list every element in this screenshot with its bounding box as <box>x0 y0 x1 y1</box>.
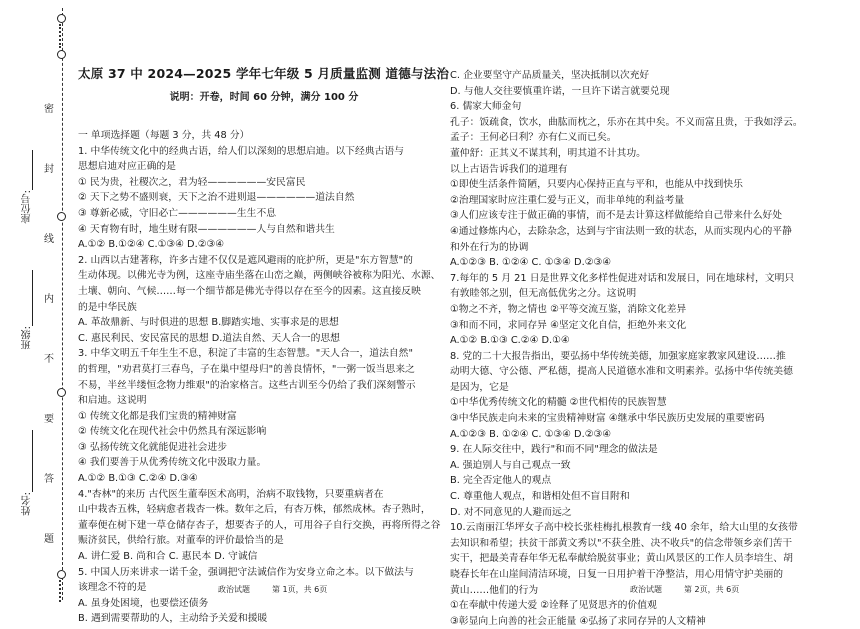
text-line: ② 传统文化在现代社会中仍然具有深远影响 <box>78 426 267 438</box>
text-line: C. 企业要坚守产品质量关，坚决抵制以次充好 <box>450 70 650 81</box>
text-line: ③中华民族走向未来的宝贵精神财富 ④继承中华民族历史发展的重要密码 <box>450 413 765 425</box>
text-line: A.①② B.①②④ C.①③④ D.②③④ <box>78 239 225 251</box>
text-line: ①物之不齐，物之情也 ②平等交流互鉴，消除文化差异 <box>450 303 687 315</box>
text-line: A. 虽身处困境，也要偿还债务 <box>78 597 209 609</box>
seat-number-blank <box>32 150 33 190</box>
text-line: ③人们应该专注于做正确的事情，而不是去计算这样做能给自己带来什么好处 <box>450 210 783 222</box>
text-line: A. 革故鼎新、与时俱进的思想 B.脚踏实地、实事求是的思想 <box>78 317 339 329</box>
text-line: 有敦睦邻之别，但无高低优劣之分。这说明 <box>450 288 637 300</box>
text-line: ② 天下之势不盛则衰，天下之治不进则退——————道法自然 <box>78 192 355 204</box>
text-line: 董仲舒：正其义不谋其利，明其道不计其功。 <box>450 147 646 159</box>
text-line: 8. 党的二十大报告指出，要弘扬中华传统美德，加强家庭家教家风建设……推 <box>450 350 786 362</box>
text-line: 土壤、朝向、气候……每一个细节都是佛光寺得以存在至今的因素。这直接反映 <box>78 285 421 297</box>
text-line: A.①② B.①③ C.②④ D.①④ <box>450 335 570 347</box>
circle-mark <box>57 212 66 221</box>
text-line: 3. 中华文明五千年生生不息，积淀了丰富的生态智慧。"天人合一，道法自然" <box>78 348 413 360</box>
text-line: D. 对不同意见的人避而远之 <box>450 506 572 518</box>
text-line: 和外在行为的协调 <box>450 241 529 253</box>
text-line: 不易，半丝半缕恒念物力维艰"的治家格言。这些古训至今仍给了我们深刻警示 <box>78 379 416 391</box>
text-line: A.①②③ B. ①②④ C. ①③④ D.②③④ <box>450 257 612 269</box>
left-question-list <box>78 144 450 627</box>
left-column <box>78 128 450 627</box>
text-line: 晓春长年在山崖间清洁环境，日复一日用护着干净整洁，用心用情守护美丽的 <box>450 569 784 580</box>
text-line: 9. 在人际交往中，践行"和而不同"理念的做法是 <box>450 444 658 456</box>
binding-word: 封 <box>44 164 54 175</box>
exam-title: 太原 37 中 2024—2025 学年七年级 5 月质量监测 道德与法治 <box>78 66 450 81</box>
footer-left-page: 第 1页，共 6页 <box>272 585 328 594</box>
text-line: 去知识和希望；扶贫干部黄文秀以"不获全胜、决不收兵"的信念带领乡亲们苦干 <box>450 537 793 549</box>
dotted-line <box>59 580 61 602</box>
seat-number-label: 座位号: <box>22 190 33 224</box>
circle-mark <box>57 14 66 23</box>
text-line: A. 强迫别人与自己观点一致 <box>450 459 571 471</box>
text-line: ①在奉献中传递大爱 ②诠释了见贤思齐的价值观 <box>450 600 657 612</box>
text-line: 的是中华民族 <box>78 301 137 313</box>
text-line: ③和而不同，求同存异 ④坚定文化自信，拒绝外来文化 <box>450 319 687 331</box>
footer-left-subject: 政治试题 <box>218 585 250 594</box>
text-line: 1. 中华传统文化中的经典古语，给人们以深刻的思想启迪。以下经典古语与 <box>78 145 404 157</box>
binding-word: 答 <box>44 474 54 485</box>
class-blank <box>32 270 33 326</box>
text-line: 6. 儒家大师金句 <box>450 101 522 113</box>
text-line: 孟子：王何必曰利？亦有仁义而已矣。 <box>450 132 617 144</box>
name-label: 姓名: <box>22 492 33 516</box>
text-line: ④ 我们要善于从优秀传统文化中汲取力量。 <box>78 457 267 469</box>
name-blank <box>32 430 33 492</box>
text-line: ① 民为贵，社稷次之，君为轻——————安民富民 <box>78 176 306 188</box>
text-line: 7.每年的 5 月 21 日是世界文化多样性促进对话和发展日，同在地球村，文明只 <box>450 272 795 284</box>
text-line: 和启迪。这说明 <box>78 395 147 407</box>
text-line: 赈济贫民，供给行旅。对董奉的评价最恰当的是 <box>78 535 284 547</box>
text-line: ④通过修炼内心，去除杂念，达到与宇宙法则一致的状态，从而实现内心的平静 <box>450 225 792 237</box>
text-line: ①中华优秀传统文化的精髓 ②世代相传的民族智慧 <box>450 397 667 409</box>
circle-mark <box>57 388 66 397</box>
text-line: B. 遇到需要帮助的人，主动给予关爱和援暖 <box>78 613 268 625</box>
text-line: 5. 中国人历来讲求一诺千金，强调把守法诚信作为安身立命之本。以下做法与 <box>78 566 414 578</box>
text-line: ①即使生活条件简陋，只要内心保持正直与平和，也能从中找到快乐 <box>450 179 743 191</box>
binding-word: 要 <box>44 414 54 425</box>
footer-right-subject: 政治试题 <box>630 585 662 594</box>
exam-instructions: 说明：开卷，时间 60 分钟，满分 100 分 <box>169 92 359 103</box>
text-line: 黄山……他们的行为 <box>450 584 539 596</box>
text-line: 是因为，它是 <box>450 381 509 393</box>
text-line: A.①② B.①③ C.②④ D.③④ <box>78 473 198 485</box>
text-line: 实干，把最美青春年华无私奉献给脱贫事业；黄山风景区的工作人员李培生、胡 <box>450 553 793 565</box>
text-line: A.①②③ B. ①②④ C. ①③④ D.②③④ <box>450 428 612 440</box>
binding-word: 题 <box>44 534 54 545</box>
binding-word: 不 <box>44 354 54 365</box>
text-line: C. 尊重他人观点，和谐相处但不盲目附和 <box>450 491 630 503</box>
text-line: ②治理国家时应注重仁爱与正义，而非单纯的利益考量 <box>450 194 685 206</box>
text-line: C. 惠民利民、安民富民的思想 D.道法自然、天人合一的思想 <box>78 332 340 344</box>
dotted-line <box>59 24 61 48</box>
binding-margin <box>0 0 66 610</box>
text-line: 生动体现。以佛光寺为例，这座寺庙坐落在山峦之巅，两侧峡谷被称为阳光、水源、 <box>78 270 441 282</box>
cut-line <box>62 8 63 600</box>
text-line: 10.云南丽江华坪女子高中校长张桂梅扎根教育一线 40 余年，给大山里的女孩带 <box>450 522 798 534</box>
text-line: ③彰显向上向善的社会正能量 ④弘扬了求同存异的人文精神 <box>450 615 706 627</box>
text-line: 思想启迪对应正确的是 <box>78 161 176 173</box>
text-line: 孔子：饭疏食，饮水，曲肱而枕之，乐亦在其中矣。不义而富且贵，于我如浮云。 <box>450 116 803 128</box>
text-line: 山中栽杏五株，轻病愈者栽杏一株。数年之后，有杏万株，郁然成林。杏子熟时， <box>78 504 431 516</box>
circle-mark <box>57 50 66 59</box>
text-line: D. 与他人交往要慎重许诺，一旦许下诺言就要兑现 <box>450 85 670 97</box>
text-line: 的哲理，"劝君莫打三春鸟，子在巢中望母归"的善良情怀，"一粥一饭当思来之 <box>78 363 415 375</box>
text-line: ③ 尊新必威，守旧必亡——————生生不息 <box>78 207 277 219</box>
class-label: 班级: <box>22 326 33 350</box>
binding-word: 线 <box>44 234 54 245</box>
section-heading: 一 单项选择题（每题 3 分，共 48 分） <box>78 130 250 141</box>
text-line: B. 完全否定他人的观点 <box>450 475 552 487</box>
circle-mark <box>57 570 66 579</box>
text-line: 2. 山西以古建著称，许多古建不仅仅是遮风避雨的庇护所，更是"东方智慧"的 <box>78 254 413 266</box>
binding-word: 密 <box>44 104 54 115</box>
right-column <box>450 68 838 629</box>
text-line: 4."杏林"的来历 古代医生董奉医术高明，治病不取钱物，只要重病者在 <box>78 488 384 500</box>
text-line: 动明大德、守公德、严私德，提高人民道德水准和文明素养。弘扬中华传统美德 <box>450 366 793 378</box>
text-line: 该理念不符的是 <box>78 582 147 594</box>
right-question-list <box>450 68 838 629</box>
binding-word: 内 <box>44 294 54 305</box>
text-line: ④ 天育物有时，地生财有限——————人与自然和谐共生 <box>78 223 335 235</box>
text-line: 以上古语告诉我们的道理有 <box>450 163 568 175</box>
text-line: 董奉便在树下建一草仓储存杏子，想要杏子的人，可用谷子自行交换，再将所得之谷 <box>78 519 441 531</box>
text-line: ③ 弘扬传统文化就能促进社会进步 <box>78 441 228 453</box>
footer-right-page: 第 2页，共 6页 <box>684 585 740 594</box>
text-line: ① 传统文化都是我们宝贵的精神财富 <box>78 410 237 422</box>
text-line: A. 讲仁爱 B. 尚和合 C. 惠民本 D. 守诚信 <box>78 551 258 563</box>
